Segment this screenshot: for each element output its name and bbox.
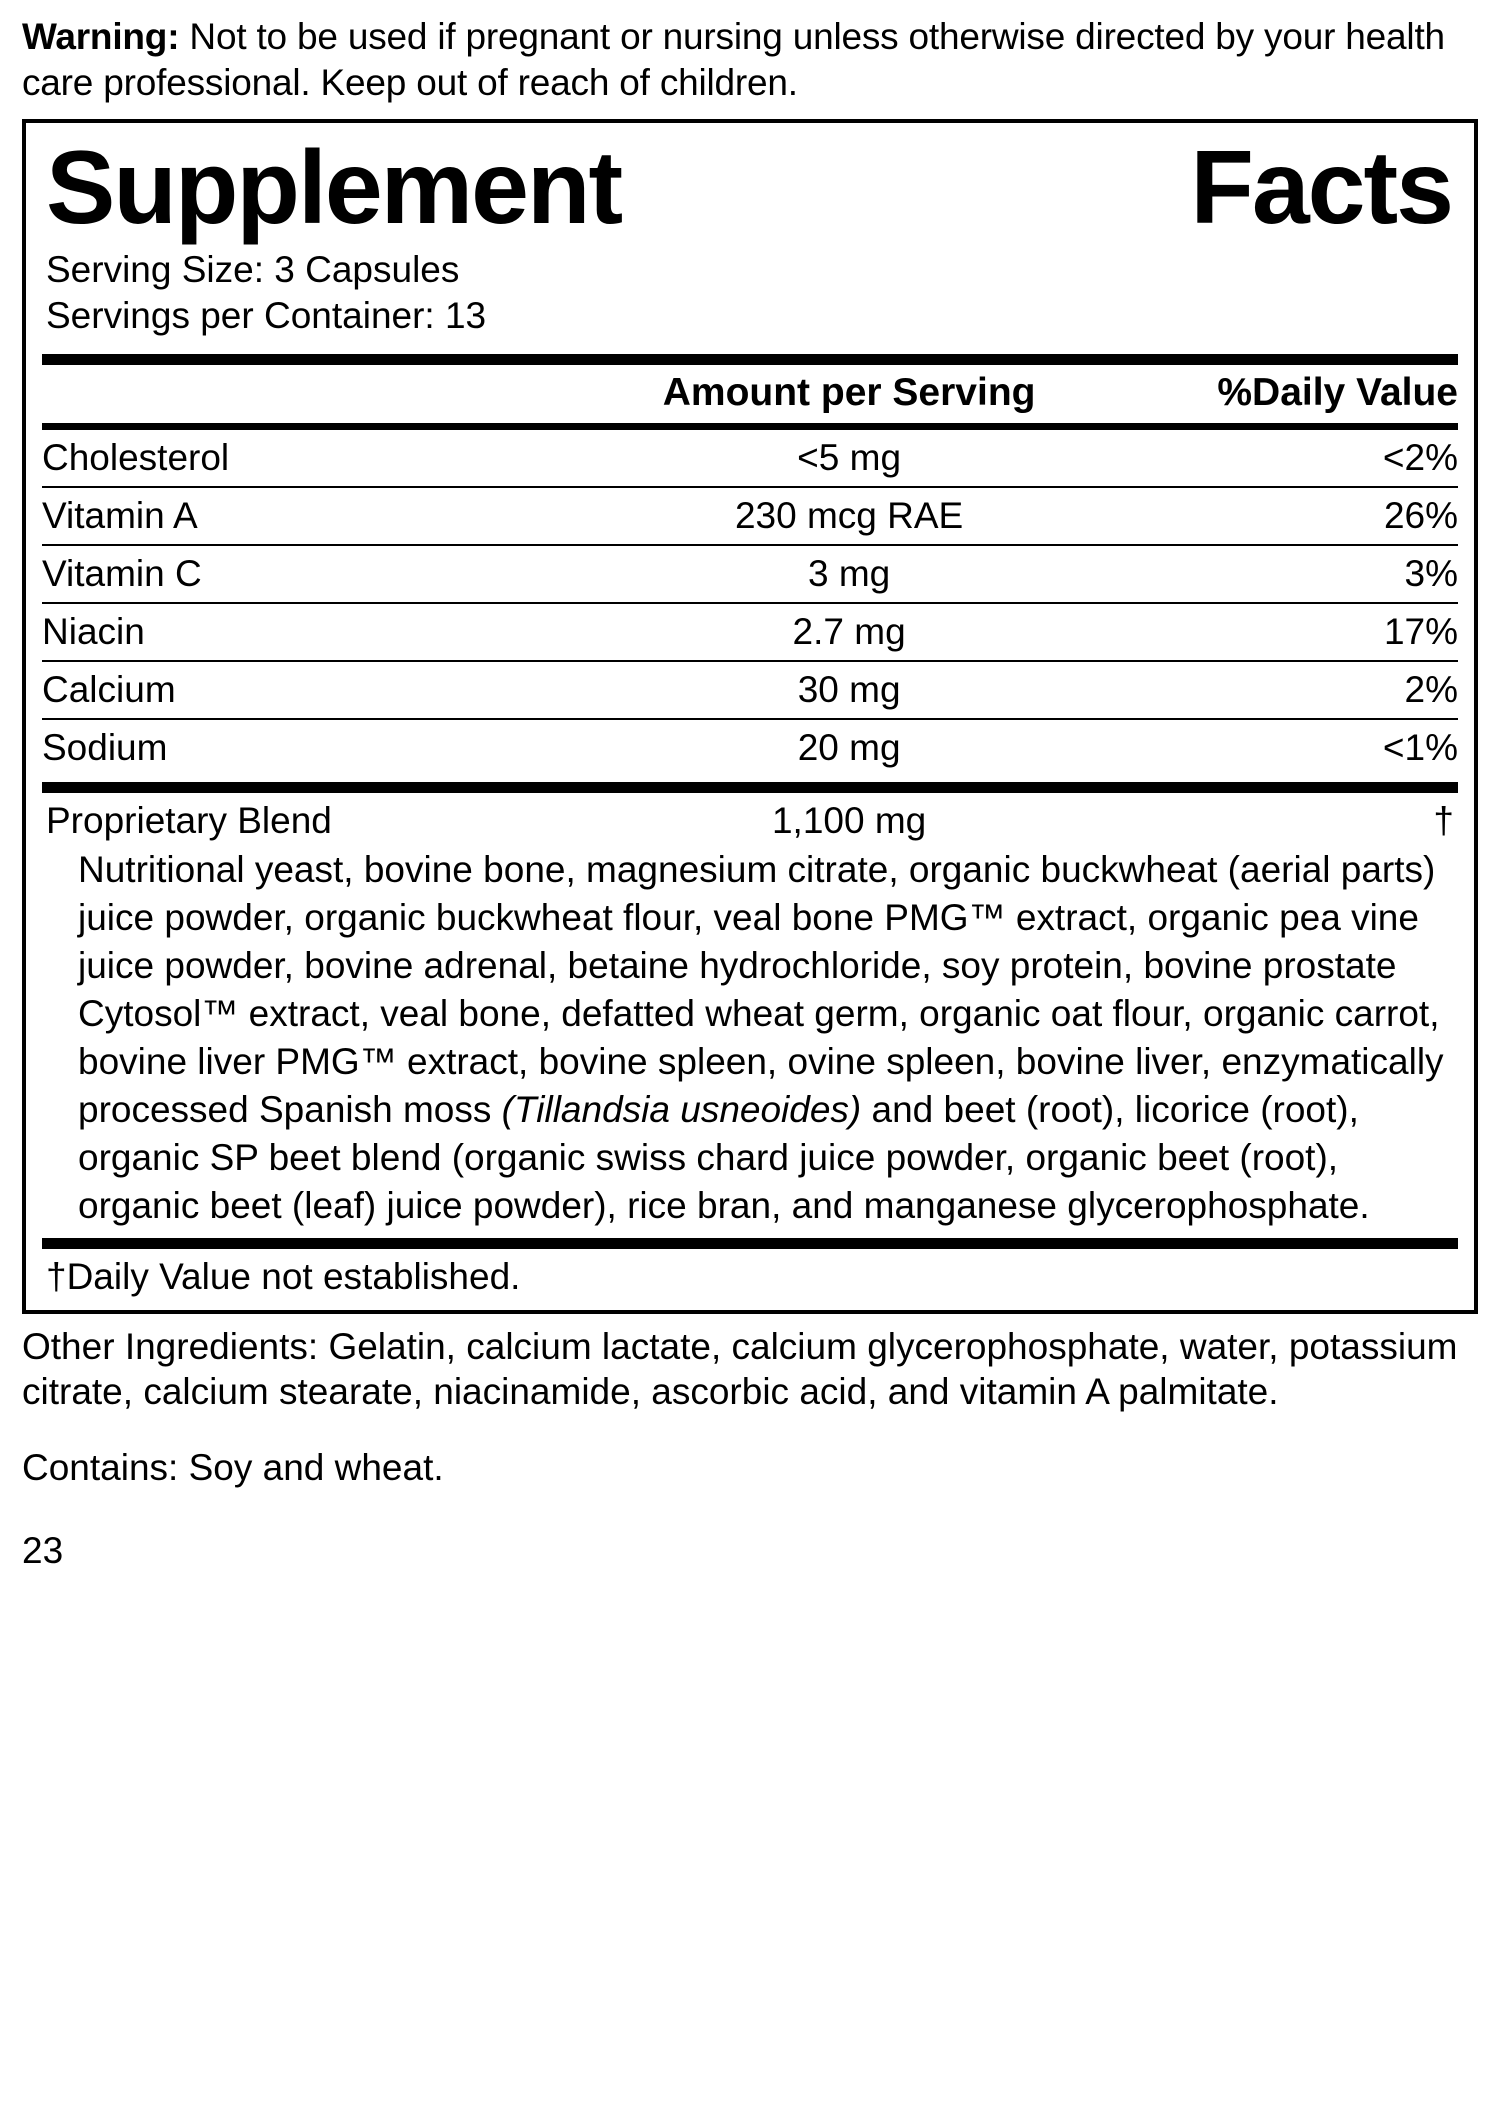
- column-header-daily-value: %Daily Value: [1217, 370, 1458, 414]
- divider-header-med: [42, 423, 1458, 430]
- other-ingredients: Other Ingredients: Gelatin, calcium lactate, calcium glycerophosphate, water, potassium citrate, calcium stearate, niacinamide, ascorbic acid, and vitamin A palmitate.: [22, 1325, 1458, 1413]
- contains-statement: Contains: Soy and wheat.: [22, 1446, 444, 1488]
- nutrition-table-body: [42, 430, 1458, 776]
- nutrient-daily-value: 3%: [1104, 545, 1458, 603]
- divider-top-thick: [42, 354, 1458, 365]
- table-header-row: [42, 365, 1458, 423]
- nutrient-daily-value: 17%: [1104, 603, 1458, 661]
- nutrient-amount: 230 mcg RAE: [594, 487, 1104, 545]
- proprietary-blend-row: [42, 793, 1458, 846]
- serving-size: Serving Size: 3 Capsules: [46, 249, 460, 291]
- blend-amount: 1,100 mg: [771, 799, 927, 841]
- nutrient-amount: <5 mg: [797, 436, 902, 478]
- divider-bottom-thick: [42, 1238, 1458, 1249]
- table-row: [42, 719, 1458, 776]
- nutrition-table: [42, 365, 1458, 423]
- supplement-facts-panel: [22, 119, 1478, 1314]
- warning-text: Not to be used if pregnant or nursing unless otherwise directed by your health care professional. Keep out of reach of children.: [22, 16, 1445, 103]
- table-row: [42, 545, 1458, 603]
- divider-blend-thick: [42, 782, 1458, 793]
- nutrient-name: Sodium: [42, 719, 594, 776]
- warning-paragraph: [22, 14, 1478, 105]
- nutrient-amount: 3 mg: [594, 545, 1104, 603]
- page-number: 23: [22, 1530, 64, 1572]
- column-header-amount: Amount per Serving: [662, 370, 1036, 414]
- daily-value-note: †Daily Value not established.: [46, 1256, 521, 1298]
- blend-ingredients-pre: Nutritional yeast, bovine bone, magnesium citrate, organic buckwheat (aerial parts) juice powder, organic buckwheat flour, veal bone PMG™ extract, organic pea vine juice powder, bovine adrenal, betaine hydrochloride, soy protein, bovine prostate Cytosol™ extract, veal bone, defatted wheat germ, organic oat flour, organic carrot, bovine liver PMG™ extract, bovine spleen, ovine spleen, bovine liver, enzymatically processed Spanish moss: [78, 848, 1444, 1131]
- servings-per-container: Servings per Container: 13: [46, 295, 487, 337]
- blend-ingredients-italic: (Tillandsia usneoides): [501, 1089, 862, 1131]
- nutrition-table-head: [42, 365, 1458, 423]
- nutrient-amount: 2.7 mg: [594, 603, 1104, 661]
- warning-label: Warning:: [22, 16, 180, 57]
- nutrient-amount: 30 mg: [594, 661, 1104, 719]
- table-row: [42, 661, 1458, 719]
- nutrient-name: Niacin: [42, 603, 594, 661]
- serving-info: [46, 247, 1458, 340]
- nutrient-amount: 20 mg: [594, 719, 1104, 776]
- nutrient-daily-value: <2%: [1382, 436, 1458, 478]
- column-header-name: [42, 365, 594, 423]
- panel-title: [46, 130, 1452, 246]
- nutrient-name: Cholesterol: [42, 436, 230, 478]
- blend-ingredients-post: and beet (root), licorice (root), organic SP beet blend (organic swiss chard juice powder, organic beet (root), organic beet (leaf) juice powder), rice bran, and manganese glycerophosphate.: [78, 1089, 1370, 1227]
- table-row: [42, 487, 1458, 545]
- panel-title-facts: Facts: [1190, 130, 1452, 246]
- nutrient-daily-value: 26%: [1104, 487, 1458, 545]
- panel-title-supplement: Supplement: [46, 130, 622, 246]
- nutrition-rows-table: [42, 430, 1458, 776]
- blend-name: Proprietary Blend: [46, 799, 332, 841]
- table-row: [42, 603, 1458, 661]
- nutrient-name: Calcium: [42, 661, 594, 719]
- blend-daily-value: †: [1433, 799, 1454, 841]
- table-row: [42, 430, 1458, 487]
- nutrient-name: Vitamin A: [42, 487, 594, 545]
- nutrient-daily-value: <1%: [1104, 719, 1458, 776]
- blend-ingredient-list: [42, 846, 1458, 1239]
- nutrient-name: Vitamin C: [42, 545, 594, 603]
- nutrient-daily-value: 2%: [1104, 661, 1458, 719]
